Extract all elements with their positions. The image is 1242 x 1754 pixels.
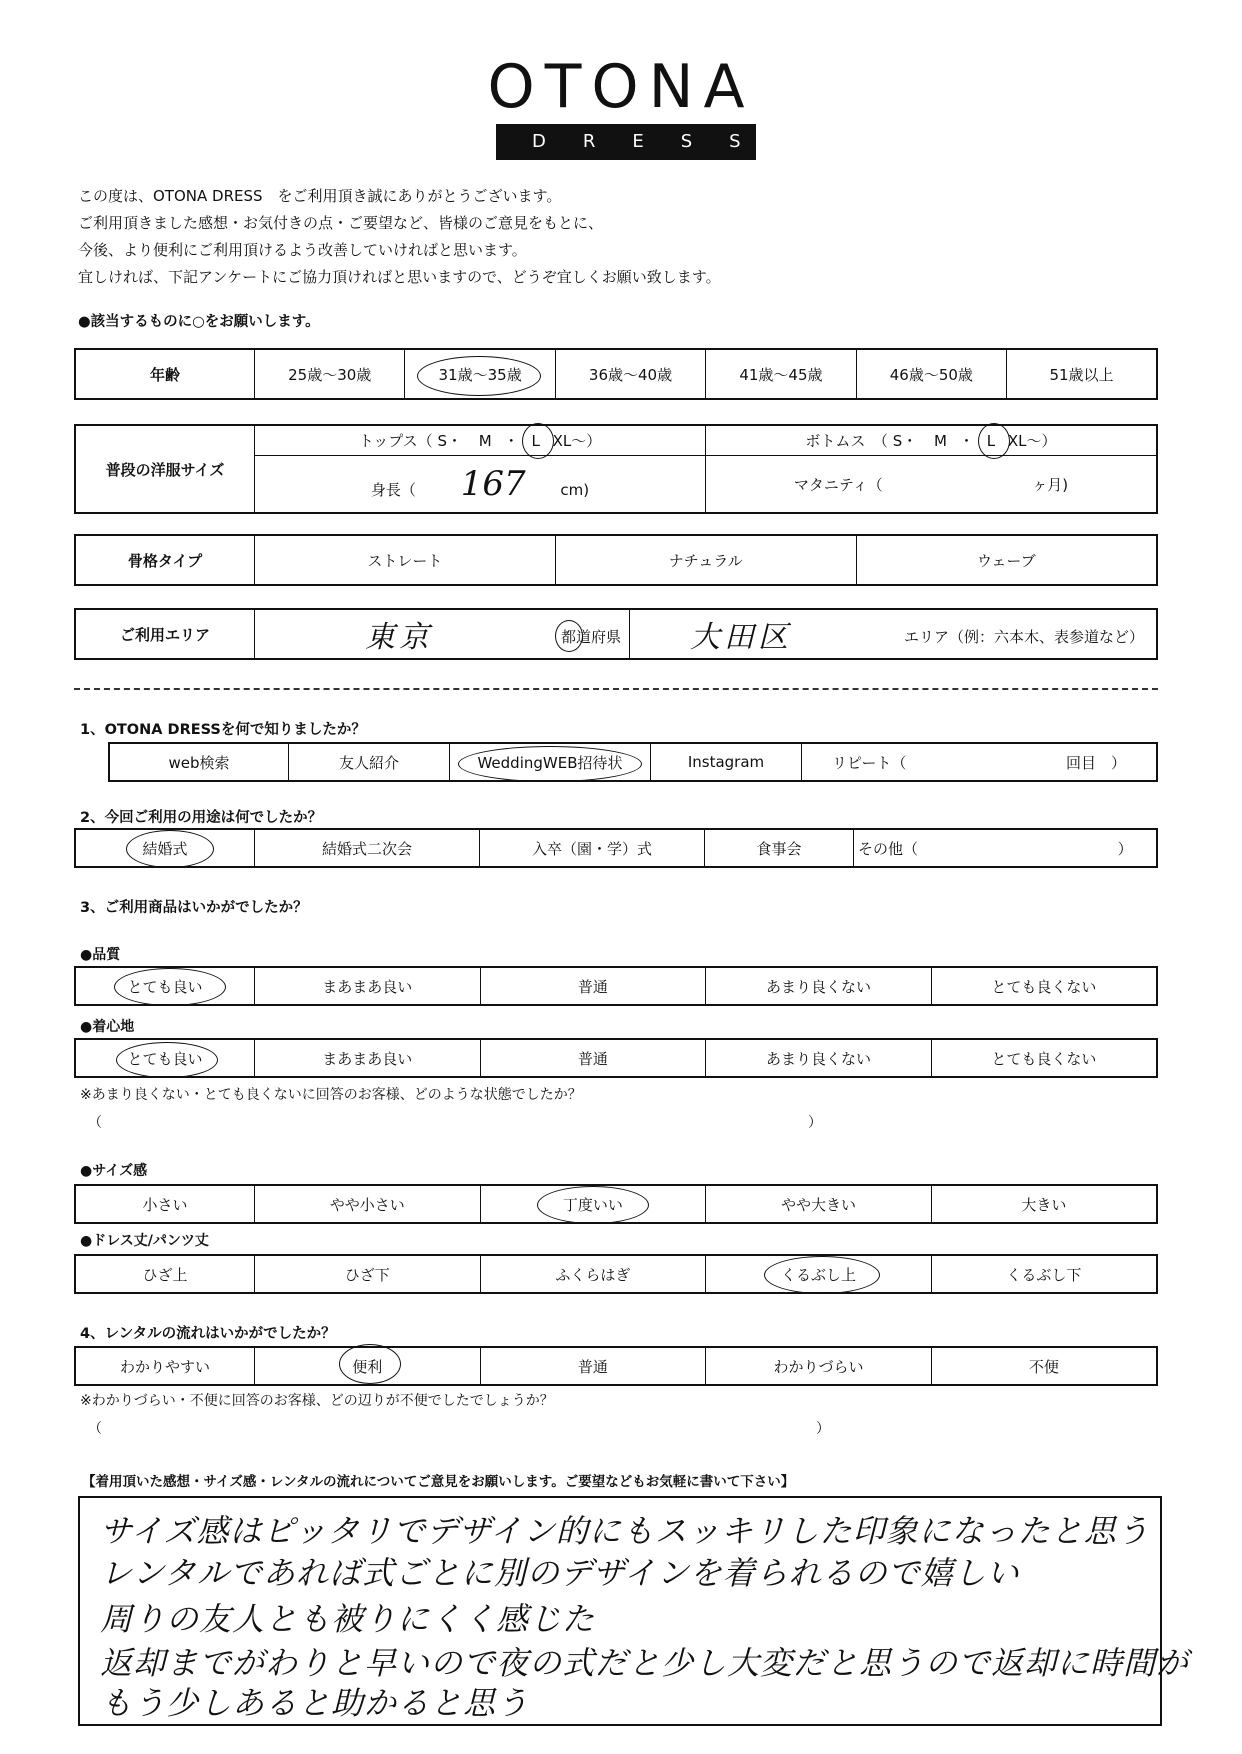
frame-table: [74, 534, 1158, 586]
intro-line: ご利用頂きました感想・お気付きの点・ご要望など、皆様のご意見をもとに、: [78, 214, 604, 232]
q2-table: [74, 828, 1158, 868]
q4-title: 4、レンタルの流れはいかがでしたか？: [80, 1326, 336, 1342]
age-option[interactable]: 25歳～30歳: [255, 349, 405, 399]
tops-s: S: [437, 432, 447, 451]
brand-logo-sub: DRESS: [496, 124, 756, 160]
q4-option[interactable]: わかりやすい: [75, 1347, 255, 1385]
fit-label: ●サイズ感: [80, 1163, 148, 1179]
brand-logo: OTONA: [487, 52, 755, 122]
q4-option-selected[interactable]: 便利: [255, 1347, 481, 1385]
q4-option[interactable]: 不便: [931, 1347, 1157, 1385]
comfort-answer-open: （: [88, 1115, 102, 1131]
height-value: 167: [460, 464, 526, 505]
age-option[interactable]: 46歳～50歳: [856, 349, 1006, 399]
tops-xl: XL～: [552, 432, 587, 451]
quality-option[interactable]: まあまあ良い: [255, 967, 481, 1005]
quality-option[interactable]: あまり良くない: [706, 967, 932, 1005]
comment-line: レンタルであれば式ごとに別のデザインを着られるので嬉しい: [100, 1554, 1020, 1592]
fit-option[interactable]: 大きい: [931, 1185, 1157, 1223]
q2-title: 2、今回ご利用の用途は何でしたか？: [80, 810, 323, 826]
age-option-selected[interactable]: 31歳～35歳: [405, 349, 555, 399]
intro-line: 今後、より便利にご利用頂けるよう改善していければと思います。: [78, 241, 527, 259]
q2-option[interactable]: 食事会: [705, 829, 854, 867]
comment-line: 返却までがわりと早いので夜の式だと少し大変だと思うので返却に時間が: [100, 1644, 1190, 1682]
fit-option[interactable]: やや大きい: [706, 1185, 932, 1223]
prefecture-field[interactable]: [255, 609, 630, 659]
q2-other[interactable]: その他（ ）: [854, 829, 1158, 867]
comfort-option-selected[interactable]: とても良い: [75, 1039, 255, 1077]
size-table: [74, 424, 1158, 514]
divider: [74, 688, 1158, 690]
comfort-table: [74, 1038, 1158, 1078]
quality-option[interactable]: 普通: [480, 967, 706, 1005]
q1-option[interactable]: 友人紹介: [289, 743, 450, 781]
length-table: [74, 1254, 1158, 1294]
intro-text: [78, 183, 721, 291]
size-header: 普段の洋服サイズ: [75, 425, 255, 513]
comment-line: サイズ感はピッタリでデザイン的にもスッキリした印象になったと思う: [100, 1512, 1150, 1550]
quality-label: ●品質: [80, 947, 121, 963]
q1-table: [108, 742, 1158, 782]
comfort-answer-close: ）: [808, 1115, 822, 1131]
q1-option[interactable]: web検索: [109, 743, 289, 781]
q1-title: 1、OTONA DRESSを何で知りましたか？: [80, 722, 366, 738]
height-field[interactable]: 身長（ 167 cm): [255, 456, 706, 513]
bottoms-l-selected[interactable]: L: [987, 432, 995, 450]
frame-header: 骨格タイプ: [75, 535, 255, 585]
length-option[interactable]: ひざ下: [255, 1255, 481, 1293]
tops-l-selected[interactable]: L: [531, 432, 539, 450]
comfort-option[interactable]: 普通: [480, 1039, 706, 1077]
prefecture-suffix: 都道府県: [561, 626, 621, 647]
length-option-selected[interactable]: くるぶし上: [706, 1255, 932, 1293]
q4-answer-close: ）: [816, 1421, 830, 1437]
area-header: ご利用エリア: [75, 609, 255, 659]
length-label: ●ドレス丈/パンツ丈: [80, 1233, 209, 1249]
comment-line: もう少しあると助かると思う: [100, 1684, 530, 1722]
frame-option[interactable]: ウェーブ: [856, 535, 1157, 585]
length-option[interactable]: ひざ上: [75, 1255, 255, 1293]
q1-option[interactable]: Instagram: [651, 743, 802, 781]
comments-title: 【着用頂いた感想・サイズ感・レンタルの流れについてご意見をお願いします。ご要望などもお気軽に書いて下さい】: [82, 1474, 795, 1490]
q4-table: [74, 1346, 1158, 1386]
area-table: [74, 608, 1158, 660]
age-option[interactable]: 36歳～40歳: [555, 349, 705, 399]
instruction: ●該当するものに○をお願いします。: [78, 314, 320, 330]
fit-table: [74, 1184, 1158, 1224]
quality-table: [74, 966, 1158, 1006]
maternity-field[interactable]: マタニティ（ ヶ月): [706, 456, 1158, 513]
q2-option[interactable]: 結婚式二次会: [255, 829, 480, 867]
age-option[interactable]: 51歳以上: [1007, 349, 1157, 399]
q4-option[interactable]: わかりづらい: [706, 1347, 932, 1385]
quality-option[interactable]: とても良くない: [931, 967, 1157, 1005]
comfort-label: ●着心地: [80, 1019, 135, 1035]
city-value: 大田区: [690, 620, 792, 655]
bottoms-size[interactable]: ボトムス （ S・ M ・ L XL～）: [706, 425, 1158, 456]
intro-line: この度は、OTONA DRESS をご利用頂き誠にありがとうございます。: [78, 187, 562, 205]
comfort-option[interactable]: とても良くない: [931, 1039, 1157, 1077]
q4-note: ※わかりづらい・不便に回答のお客様、どの辺りが不便でしたでしょうか？: [80, 1393, 554, 1409]
tops-m: M: [478, 432, 492, 451]
q3-title: 3、ご利用商品はいかがでしたか？: [80, 900, 308, 916]
comfort-option[interactable]: あまり良くない: [706, 1039, 932, 1077]
comfort-answer-field[interactable]: [110, 1112, 800, 1132]
area-hint: エリア（例：六本木、表参道など）: [903, 628, 1144, 646]
age-header: 年齢: [75, 349, 255, 399]
fit-option[interactable]: 小さい: [75, 1185, 255, 1223]
intro-line: 宜しければ、下記アンケートにご協力頂ければと思いますので、どうぞ宜しくお願い致します。: [78, 268, 721, 286]
frame-option[interactable]: ストレート: [255, 535, 556, 585]
prefecture-value: 東京: [365, 620, 433, 655]
q4-answer-field[interactable]: [110, 1418, 810, 1438]
fit-option-selected[interactable]: 丁度いい: [480, 1185, 706, 1223]
q1-repeat[interactable]: リピート（ 回目 ）: [802, 743, 1158, 781]
frame-option[interactable]: ナチュラル: [555, 535, 856, 585]
comfort-note: ※あまり良くない・とても良くないに回答のお客様、どのような状態でしたか？: [80, 1087, 582, 1103]
age-table: [74, 348, 1158, 400]
q2-option-selected[interactable]: 結婚式: [75, 829, 255, 867]
quality-option-selected[interactable]: とても良い: [75, 967, 255, 1005]
age-option[interactable]: 41歳～45歳: [706, 349, 856, 399]
comments-box[interactable]: [78, 1496, 1190, 1726]
length-option[interactable]: くるぶし下: [931, 1255, 1157, 1293]
length-option[interactable]: ふくらはぎ: [480, 1255, 706, 1293]
q4-option[interactable]: 普通: [480, 1347, 706, 1385]
q1-option-selected[interactable]: WeddingWEB招待状: [450, 743, 651, 781]
tops-size[interactable]: トップス（ S・ M ・ L XL～）: [255, 425, 706, 456]
comment-line: 周りの友人とも被りにくく感じた: [100, 1600, 596, 1638]
comfort-option[interactable]: まあまあ良い: [255, 1039, 481, 1077]
q4-answer-open: （: [88, 1421, 102, 1437]
city-field[interactable]: [630, 609, 1158, 659]
fit-option[interactable]: やや小さい: [255, 1185, 481, 1223]
q2-option[interactable]: 入卒（園・学）式: [480, 829, 705, 867]
